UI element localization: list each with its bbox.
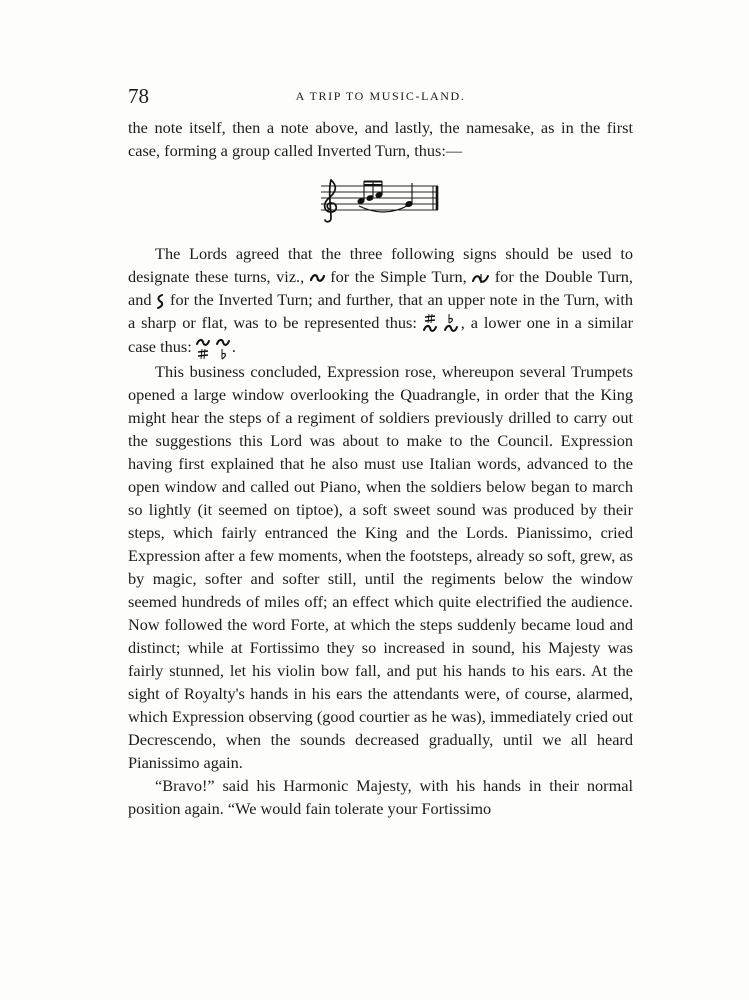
continuation-paragraph bbox=[128, 116, 633, 162]
continuation-line-1: the note itself, then a note above, and lastly, the namesake, as in the bbox=[128, 118, 601, 137]
double-turn-sign-icon bbox=[472, 273, 489, 284]
signs-text-6: . bbox=[231, 337, 236, 357]
continuation-line-2: first case, forming a group called Inverted Turn, thus:— bbox=[128, 118, 633, 160]
simple-turn-sign-icon bbox=[310, 273, 325, 283]
lower-accidental-turn-signs-icon bbox=[196, 338, 232, 360]
inverted-turn-sign-icon bbox=[156, 294, 165, 309]
signs-text-4: for the Inverted Turn; and further, that an upper note in the Turn, with a sharp or flat, was to be represented thus: bbox=[128, 290, 633, 332]
page-number: 78 bbox=[128, 84, 149, 108]
bravo-paragraph: “Bravo!” said his Harmonic Majesty, with his hands in their normal position again. “We would fain tolerate your Fortissimo bbox=[128, 775, 633, 818]
running-head bbox=[128, 84, 633, 108]
upper-accidental-turn-signs-icon bbox=[423, 313, 461, 335]
signs-text-3: for the Double Turn, and bbox=[128, 267, 634, 309]
signs-text-5: , a lower one in a similar case thus: bbox=[128, 313, 634, 357]
slur-icon bbox=[359, 206, 407, 212]
signs-text-1: The Lords agreed that the three following signs should be used to designate these turns, viz., bbox=[128, 244, 633, 286]
quarter-note-icon bbox=[405, 183, 413, 207]
signs-paragraph bbox=[128, 242, 633, 360]
expression-paragraph: This business concluded, Expression rose, whereupon several Trumpets opened a large window overlooking the Quadrangle, in order that the King might hear the steps of a regiment of soldiers previously drilled to carry out the suggestions this Lord was about to make to the Council. Expression having first explained that he also must use Italian words, advanced to the open window and called out Piano, when the soldiers below began to march so lightly (it seemed on tiptoe), a soft sweet sound was produced by their steps, which fairly entranced the King and the Lords. Pianissimo, cried Expression after a few moments, when the footsteps, already so soft, grew, as by magic, softer and softer still, until the regiments below the window seemed hundreds of miles off; an effect which quite electrified the audience. Now followed the word Forte, at which the steps suddenly became loud and distinct; while at Fortissimo they so increased in sound, his Majesty was fairly stunned, let his violin bow fall, and put his hands to his ears. At the sight of Royalty's hands in his ears the attendants were, of course, alarmed, which Expression observing (good courtier as he was), immediately cried out Decrescendo, when the sounds decreased gradually, until we all heard Pianissimo again. bbox=[128, 361, 633, 772]
body-text bbox=[128, 116, 633, 820]
sixteenth-notes-icon bbox=[357, 181, 383, 204]
inverted-turn-notation bbox=[319, 178, 444, 224]
staff-lines bbox=[321, 186, 438, 210]
signs-text-2: for the Simple Turn, bbox=[324, 267, 473, 286]
running-title: A TRIP TO MUSIC-LAND. bbox=[295, 89, 466, 103]
